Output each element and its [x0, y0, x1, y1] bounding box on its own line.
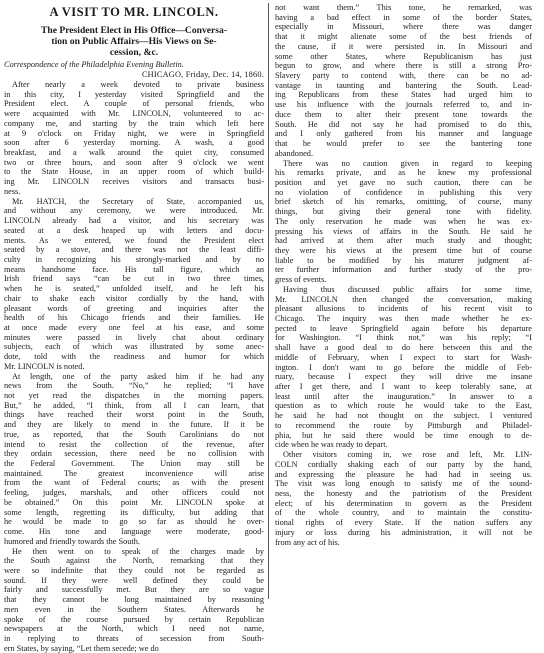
text-line: elect; of his determination to govern as the President — [275, 498, 532, 508]
text-line: and they are likely to mend in the future. If it be — [4, 420, 264, 430]
text-line: he would be made to go so far as should he over- — [4, 517, 264, 527]
text-line: at once made every one feel at his ease, and some — [4, 322, 264, 332]
text-line: come. His tone and language were moderate, good- — [4, 527, 264, 537]
text-line: Irish friend says “can be cut in two three times, — [4, 274, 264, 284]
text-line: that they cannot be long maintained by reasoning — [4, 595, 264, 605]
article-headline: A VISIT TO MR. LINCOLN. — [49, 5, 219, 19]
text-line: when he is seated,” unfolded itself, and he left his — [4, 284, 264, 294]
text-line: maintained. The greatest inconvenience will arise — [4, 468, 264, 478]
text-line: newspapers at the North, which I need not name, — [4, 624, 264, 634]
text-line: The visit was long enough to satisfy me of the sound- — [275, 479, 532, 489]
text-line: seated by a stove, and there was not the least diffi- — [4, 245, 264, 255]
left-column-body — [4, 80, 264, 653]
text-line: the cause, if it were persisted in. In Missouri and — [275, 41, 532, 51]
text-line: fairly and successfully met. But they are so vague — [4, 585, 264, 595]
text-line: pleasant words of greeting and inquiries after the — [4, 303, 264, 313]
text-line: injury or loss during his administration, it will not be — [275, 527, 532, 537]
text-line: he said he had not thought on the subject. I ventured — [275, 411, 532, 421]
text-line: health of his Chicago friends and their families. He — [4, 313, 264, 323]
text-line: subjects, each of which was illustrated by some anec- — [4, 342, 264, 352]
text-line: Having thus discussed public affairs for some time, — [283, 284, 532, 294]
text-line: were so indefinite that they could not be regarded as — [4, 565, 264, 575]
text-line: having a bad effect in some of the border States, — [275, 12, 532, 22]
text-line: ness. — [4, 186, 21, 196]
text-line: true, as reported, that the South Carolinians do not — [4, 429, 264, 439]
text-line: shall have a good deal to do here between this and the — [275, 343, 532, 353]
text-line: ern States, by saying, “Let them secede; we do — [4, 643, 159, 653]
text-line: least until after the inauguration.” In answer to a — [275, 391, 532, 401]
deck-line: tion on Public Affairs—His Views on Se- — [51, 36, 217, 47]
text-line: cide when he was ready to depart. — [275, 440, 388, 450]
text-line: for Washington. “I think not,” was his reply; “I — [275, 333, 532, 343]
text-line: Chicago. The inquiry was then made whether he ex- — [275, 314, 532, 323]
article-deck — [4, 25, 264, 58]
deck-line: cession, &c. — [109, 47, 159, 58]
text-line: vantage in taunting and bantering the South. Lead- — [275, 80, 532, 90]
text-line: pleasant allusions to incidents of his recent visit to — [275, 304, 532, 314]
text-line: and I only gathered from his manner and language — [275, 129, 532, 139]
text-line: South. He did not say he had promised to do this, — [275, 119, 532, 129]
text-line: Other visitors coming in, we rose and left, Mr. LIN- — [283, 450, 532, 460]
text-line: ter further information and further study of the pro- — [275, 265, 532, 275]
text-line: After nearly a week devoted to private business — [12, 80, 264, 89]
text-line: from the want of Federal courts; as with the present — [4, 478, 264, 488]
text-line: question as to which route he would take to the East, — [275, 401, 532, 411]
text-line: breakfast, and a walk around the quiet city, consumed — [4, 148, 264, 158]
text-line: begun to grow, and where there is still a strong Pro- — [275, 61, 532, 71]
text-line: the Federal Government. The Union may still be — [4, 459, 264, 469]
text-line: chair to shake each visitor cordially by the hand, with — [4, 293, 264, 303]
text-line: at 9 o'clock on Friday night, we were in Springfield — [4, 128, 264, 138]
text-line: in this city, I yesterday visited Springfield and the — [4, 89, 264, 99]
text-line: pected to leave Springfield again before his departure — [275, 323, 532, 333]
text-line: of the whole country, and to maintain the constitu- — [275, 508, 532, 518]
text-line: news from the South. “No,” he replied; “I have — [4, 381, 264, 391]
text-line: minutes were passed in lively chat about ordinary — [4, 332, 264, 342]
text-line: feeling, judges, marshals, and other officers could not — [4, 488, 264, 498]
text-line: things, but giving their general tone with fidelity. — [275, 207, 532, 217]
text-line: to recommend the route by Pittsburgh and Philadel- — [275, 420, 532, 430]
text-line: liable to be modified by his maturer judgment af- — [275, 255, 532, 265]
text-line: Mr. LINCOLN is noted. — [4, 361, 85, 371]
left-column — [4, 3, 268, 653]
text-line: pressing his views of affairs in the South. He said he — [275, 226, 532, 236]
text-line: means handsome face. His tall figure, which an — [4, 264, 264, 274]
text-line: be obtained.” On this point Mr. LINCOLN spoke at — [4, 497, 264, 507]
text-line: COLN cordially shaking each of our party by the hand, — [275, 459, 532, 469]
text-line: At length, one of the party asked him if he had any — [12, 371, 264, 381]
deck-line: The President Elect in His Office—Conversa- — [40, 25, 228, 36]
text-line: they ordain secession, there need be no collision with — [4, 449, 264, 459]
dateline: CHICAGO, Friday, Dec. 14, 1860. — [141, 70, 264, 79]
right-column-body — [275, 3, 532, 547]
text-line: not yet read the dispatches in the morning papers. — [4, 391, 264, 400]
text-line: company me, and starting by the train which left here — [4, 118, 264, 128]
text-line: Mr. HATCH, the Secretary of State, accompanied us, — [12, 196, 264, 206]
text-line: President elect. A couple of personal friends, who — [4, 99, 264, 109]
text-line: humored and friendly towards the South. — [4, 536, 140, 546]
text-line: and expressing the pleasure he had had in seeing us. — [275, 469, 532, 479]
text-line: after I get there, and I want to keep tolerably sane, at — [275, 382, 532, 392]
text-line: that he would prefer to see the bantering tone — [275, 139, 532, 149]
text-line: things have reached their worst point in the South, — [4, 410, 264, 420]
text-line: seated at a desk heaped up with letters and docu- — [4, 225, 264, 235]
text-line: in replying to threats of secession from South- — [4, 633, 264, 643]
correspondence-line: Correspondence of the Philadelphia Evening Bulletin. — [4, 60, 184, 69]
text-line: and without any ceremony, we were introduced. Mr. — [4, 206, 264, 216]
text-line: from any act of his. — [275, 537, 340, 547]
text-line: middle of February, when I expect to start for Wash- — [275, 352, 532, 362]
text-line: intend to resist the collection of the revenue, after — [4, 439, 264, 449]
text-line: culty in recognizing his strongly-marked and by no — [4, 254, 264, 264]
text-line: soon after 6 yesterday morning. A wash, a good — [4, 138, 264, 148]
text-line: The only reservation he made was when he was ex- — [275, 216, 532, 226]
text-line: the South against the North, remarking that they — [4, 556, 264, 566]
text-line: ing Republicans from these States had urged him to — [275, 90, 532, 100]
text-line: ington. I don't want to go before the middle of Feb- — [275, 362, 532, 372]
text-line: not want them.” This tone, he remarked, was — [275, 3, 532, 12]
text-line: that it might alienate some of the best friends of — [275, 32, 532, 42]
text-line: to the State House, in an upper room of which build- — [4, 167, 264, 177]
text-line: abandoned. — [275, 148, 314, 158]
text-line: they were his views at the present time but of course — [275, 245, 532, 255]
text-line: But,” he added, “I think, from all I can learn, that — [4, 400, 264, 410]
text-line: Mr. LINCOLN then changed the conversation, making — [275, 294, 532, 304]
text-line: no violation of confidence in publishing this very — [275, 187, 532, 197]
text-line: sound. If they were well defined they could be — [4, 575, 264, 585]
text-line: two or three hours, and soon after 9 o'clock we went — [4, 157, 264, 167]
text-line: ing Mr. LINCOLN receives visitors and transacts busi- — [4, 177, 264, 187]
text-line: especially in Missouri, where there was danger — [275, 22, 532, 32]
text-line: duce them to alter their present tone towards the — [275, 109, 532, 119]
text-line: gress of events. — [275, 275, 327, 285]
text-line: some length, regretting its difficulty, but adding that — [4, 507, 264, 517]
text-line: ruary, because I expect they will drive me insane — [275, 372, 532, 382]
text-line: ments. As we entered, we found the President elect — [4, 235, 264, 245]
text-line: had arrived at them after much study and thought; — [275, 236, 532, 246]
text-line: Slavery party to contend with, there can be no ad- — [275, 71, 532, 81]
text-line: use his influence with the journals referred to, and in- — [275, 100, 532, 110]
text-line: LINCOLN already had a visitor, and his secretary was — [4, 216, 264, 226]
text-line: were acquainted with Mr. LINCOLN, volunteered to ac- — [4, 109, 264, 119]
text-line: dote, told with the readiness and humor for which — [4, 352, 264, 362]
text-line: men even in the Southern States. Afterwards he — [4, 604, 264, 614]
text-line: position and yet gave no such caution, there can be — [275, 177, 532, 187]
text-line: tional rights of every State. If the nation suffers any — [275, 518, 532, 528]
text-line: spoke of the course pursued by certain Republican — [4, 614, 264, 624]
right-column — [268, 3, 532, 599]
text-line: ness, the honesty and the patriotism of the President — [275, 488, 532, 498]
text-line: phia, but he said there would be time enough to de- — [275, 430, 532, 440]
text-line: There was no caution given in regard to keeping — [283, 158, 532, 168]
text-line: He then went on to speak of the charges made by — [12, 546, 264, 556]
text-line: some other States, where Republicanism has just — [275, 51, 532, 61]
text-line: brief sketch of his remarks, omitting, of course, many — [275, 197, 532, 207]
text-line: his remarks private, and as he knew my professional — [275, 168, 532, 178]
